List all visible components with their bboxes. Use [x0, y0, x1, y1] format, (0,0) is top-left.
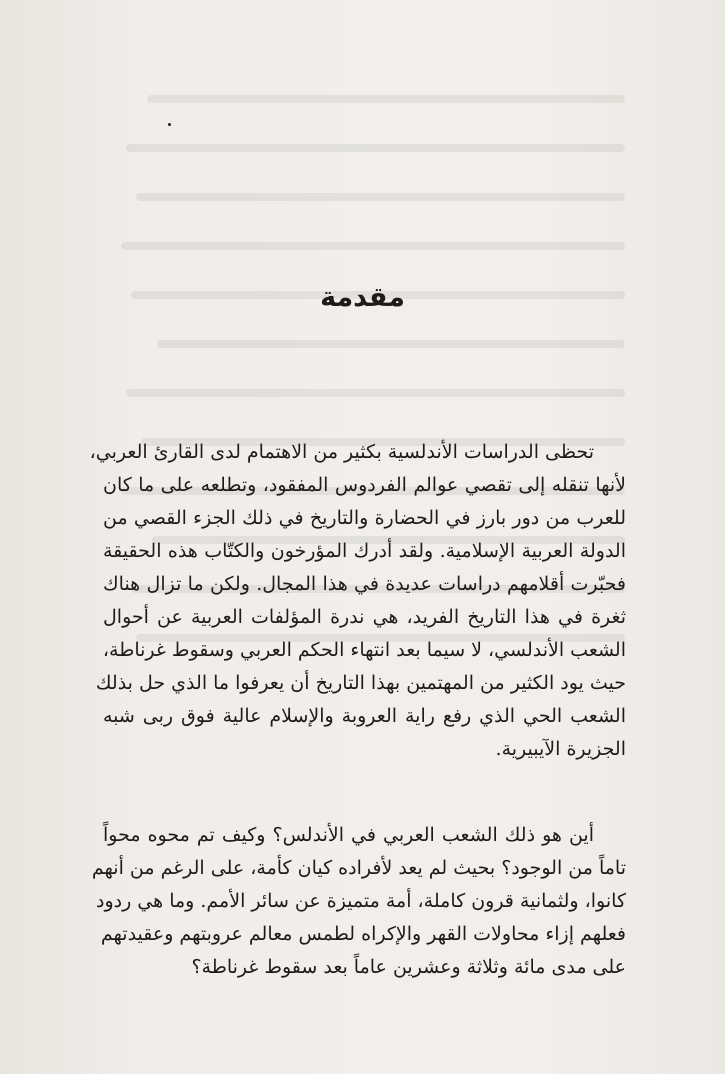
text-line: فعلهم إزاء محاولات القهر والإكراه لطمس معالم عروبتهم وعقيدتهم	[100, 923, 626, 945]
text-line: أين هو ذلك الشعب العربي في الأندلس؟ وكيف تم محوه محواً	[103, 824, 594, 846]
text-line: الجزيرة الآيبيرية.	[495, 738, 626, 760]
text-line: لأنها تنقله إلى تقصي عوالم الفردوس المفقود، وتطلعه على ما كان	[103, 474, 626, 496]
text-line: تحظى الدراسات الأندلسية بكثير من الاهتمام لدى القارئ العربي،	[89, 441, 594, 463]
text-line: الدولة العربية الإسلامية. ولقد أدرك المؤرخون والكتّاب هذه الحقيقة	[103, 540, 626, 562]
text-line: الشعب الحي الذي رفع راية العروبة والإسلام عالية فوق ربى شبه	[103, 705, 626, 727]
text-line: على مدى مائة وثلاثة وعشرين عاماً بعد سقوط غرناطة؟	[191, 956, 626, 978]
text-line: للعرب من دور بارز في الحضارة والتاريخ في ذلك الجزء القصي من	[103, 507, 626, 529]
paragraph-1	[89, 436, 626, 766]
text-line: تاماً من الوجود؟ بحيث لم يعد لأفراده كيان كأمة، على الرغم من أنهم	[91, 857, 626, 879]
text-line: كانوا، ولثمانية قرون كاملة، أمة متميزة عن سائر الأمم. وما هي ردود	[95, 890, 626, 912]
chapter-heading: مقدمة	[320, 282, 405, 313]
text-line: الشعب الأندلسي، لا سيما بعد انتهاء الحكم العربي وسقوط غرناطة،	[102, 639, 626, 661]
text-line: حيث يود الكثير من المهتمين بهذا التاريخ أن يعرفوا ما الذي حل بذلك	[95, 672, 626, 694]
text-line: فحبّرت أقلامهم دراسات عديدة في هذا المجال. ولكن ما تزال هناك	[103, 573, 626, 595]
ink-speck	[168, 123, 171, 126]
text-line: ثغرة في هذا التاريخ الفريد، هي ندرة المؤلفات العربية عن أحوال	[103, 606, 626, 628]
paragraph-2	[91, 819, 626, 984]
